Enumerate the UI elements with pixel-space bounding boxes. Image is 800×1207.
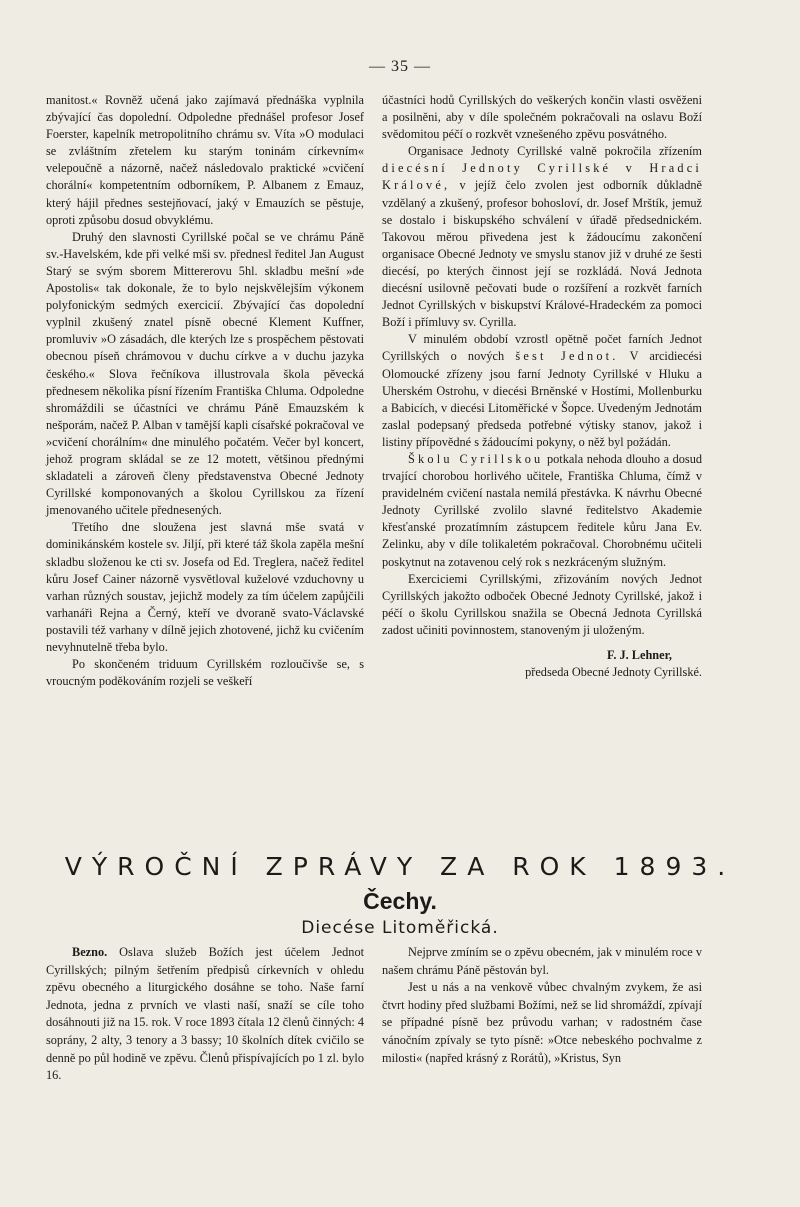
year-report-heading: VÝROČNÍ ZPRÁVY ZA ROK 1893. <box>64 852 736 881</box>
page-number: — 35 — <box>369 58 431 75</box>
paragraph: Jest u nás a na venkově vůbec chvalným zvykem, že asi čtvrt hodiny před službami Božími, než se lid shromáždí, zpívají se případné písně bez průvodu varhan; v radostném čase vánočním zpívaly se tyto písně: »Otce nebeského pochvalme z milosti« (napřed krásný z Rorátů), »Kristus, Syn <box>382 980 702 1065</box>
spaced-emphasis: Školu Cyrillskou <box>408 451 544 466</box>
paragraph: manitost.« Rovněž učená jako zajímavá přednáška vyplnila zbývající čas dopolední. Odpoledne přednášel profesor Josef Foerster, kapelník metropolitního chrámu sv. Víta »O modulaci se zvláštním zřetelem ku starým toninám církevním« velepoučně a názorně, načež následovalo praktické »cvičení chorální« kompetentním odborníkem, P. Albanem z Emauz, který hájil přednes sestejňovací, jaký v Emauzích se pěstuje, oproti způsobu dosud obvyklému. <box>46 93 364 227</box>
paragraph <box>382 143 702 331</box>
paragraph-text: V minulém období vzrostl opětně počet farních Jednot Cyrillských o nových <box>382 332 702 364</box>
report-column-right <box>382 944 702 1067</box>
spaced-emphasis: diecésní Jednoty Cyrillské v Hradci Králové, <box>382 161 702 193</box>
paragraph <box>382 331 702 451</box>
paragraph: Nejprve zmíním se o zpěvu obecném, jak v minulém roce v našem chrámu Páně pěstován byl. <box>382 945 702 977</box>
paragraph: Třetího dne sloužena jest slavná mše svatá v dominikánském kostele sv. Jiljí, při které táž škola zapěla mešní skladbu složenou ke cti sv. Josefa od Ed. Treglera, načež ředitel kůru Josef Cainer názorně vysvětloval kuželové vzduchovny u varhan různých soustav, jejichž modely za tím účelem zapůjčili varhanáři Rejna a Černý, kteří ve dvoraně svato-Václavské postavili též varhany v dílně jejich zhotovené, jichž ku cvičením nevyhnutelně třeba bylo. <box>46 520 364 654</box>
signature-name: F. J. Lehner, <box>606 648 672 662</box>
paragraph <box>382 451 702 571</box>
paragraph-text: Oslava služeb Božích jest účelem Jednot Cyrillských; pilným šetřením předpisů církevních v ohledu zpěvu obecného a liturgického dosáhne se toho. Naše farní Jednota, jedna z prvních ve vlasti naší, snaží se cíle toho dosáhnouti již na 15. rok. V roce 1893 čítala 12 členů činných: 4 soprány, 2 alty, 3 tenory a 3 bassy; 10 školních dítek cvičilo se denně po půl hodině ve zpěvu. Členů přispívajících po 1 zl. bylo 16. <box>46 945 365 1083</box>
paragraph: Exerciciemi Cyrillskými, zřizováním nových Jednot Cyrillských jakožto odboček Obecné Jednoty Cyrillské, jakož i péčí o školu Cyrillskou snažila se Obecná Jednota Cyrillská zadost učiniti povinnostem, stanoveným ji uloženým. <box>382 571 702 637</box>
article-column-right <box>382 92 702 681</box>
diocese-heading: Diecése Litoměřická. <box>301 918 499 938</box>
paragraph: Po skončeném triduum Cyrillském rozloučivše se, s vroucným poděkováním rozjeli se veškeří <box>46 657 364 689</box>
paragraph-text: Organisace Jednoty Cyrillské valně pokročila zřízením <box>408 144 702 159</box>
report-column-left <box>46 944 364 1085</box>
paragraph-text: v jejíž čelo zvolen jest odborník důkladně vzdělaný a zkušený, profesor bohosloví, dr. Josef Mrštík, jemuž se dostalo i biskupského schválení v úřadě předsednickém. Takovou měrou přivedena jest k žádoucímu zakončení organisace Obecné Jednoty ve smyslu stanov již v druhé ze šesti diecésí, po kterých činnost její se rozkládá. Nová Jednota diecésní usilovně pečovati bude o rozšíření a rozkvět farních Jednot Cyrillských v biskupství Králové-Hradeckém za pomoci Boží i přímluvy sv. Cyrilla. <box>382 178 702 330</box>
paragraph-text: potkala nehoda dlouho a dosud trvající chorobou horlivého učitele, Františka Chluma, čímž v pravidelném cvičení nastala nemilá přestávka. K návrhu Obecné Jednoty Cyrillské zvolilo slavné ředitelstvo Akademie křesťanské prozatímním zástupcem ředitele kůru Jana Ev. Zelinku, aby v díle tolikaletém pokračoval. Chorobnému učiteli poskytnut na zotavenou celý rok s nezkráceným služným. <box>382 451 702 569</box>
article-column-left <box>46 92 364 690</box>
paragraph: účastníci hodů Cyrillských do veškerých končin vlasti osvěženi a posilněni, aby v díle společném pokračovali na oslavu Boží svědomitou péčí o rozkvět vznešeného zpěvu posvátného. <box>382 93 702 142</box>
section-heading: Čechy. <box>363 888 437 914</box>
spaced-emphasis: šest Jednot. <box>515 349 619 364</box>
signature-role: předseda Obecné Jednoty Cyrillské. <box>525 665 702 680</box>
paragraph-text: V arcidiecési Olomoucké zřízeny jsou farní Jednoty Cyrillské v Hluku a Uherském Ostrohu, v diecési Brněnské v Hostími, Mollenburku a Babicích, v diecési Litoměřické v Šopce. Uvedeným Jednotám zaslal podepsaný předseda potřebné výtisky stanov, jakož i listiny přípovědné s žádoucími pokyny, o něž byl požádán. <box>382 349 702 449</box>
paragraph: Druhý den slavnosti Cyrillské počal se ve chrámu Páně sv.-Havelském, kde při velké mši sv. přednesl ředitel Jan August Starý se svým sborem Mittererovu 5hl. skladbu mešní »de Apostolis« tak dokonale, že to bylo nejskvělejším výkonem polyfonickým sedmých exercicií. Zbývající čas dopolední vyplnil zkušený znatel písně obecné Klement Kuffner, promluviv »O zásadách, dle kterých lze s prospěchem pěstovati obecnou píseň chrámovou v duchu církve a v duchu jazyka českého.« Slova řečníkova illustrovala škola pěvecká přednesem několika písní řízením Františka Chluma. Odpoledne shromáždili se účastníci ve chrámu Páně Emauzském k nešporám, načež P. Alban v tamější kapli císařské pokračoval ve »cvičení chorálním« dne minulého počatém. Večer byl koncert, jehož program skládal se ze 12 motett, většinou přednými skladateli a zároveň členy představenstva Obecné Jednoty Cyrillské komponovaných a školou Cyrillskou za řízení jmenovaného učitele přednesených. <box>46 229 364 518</box>
parish-name: Bezno. <box>72 945 108 959</box>
paragraph <box>46 944 364 1085</box>
